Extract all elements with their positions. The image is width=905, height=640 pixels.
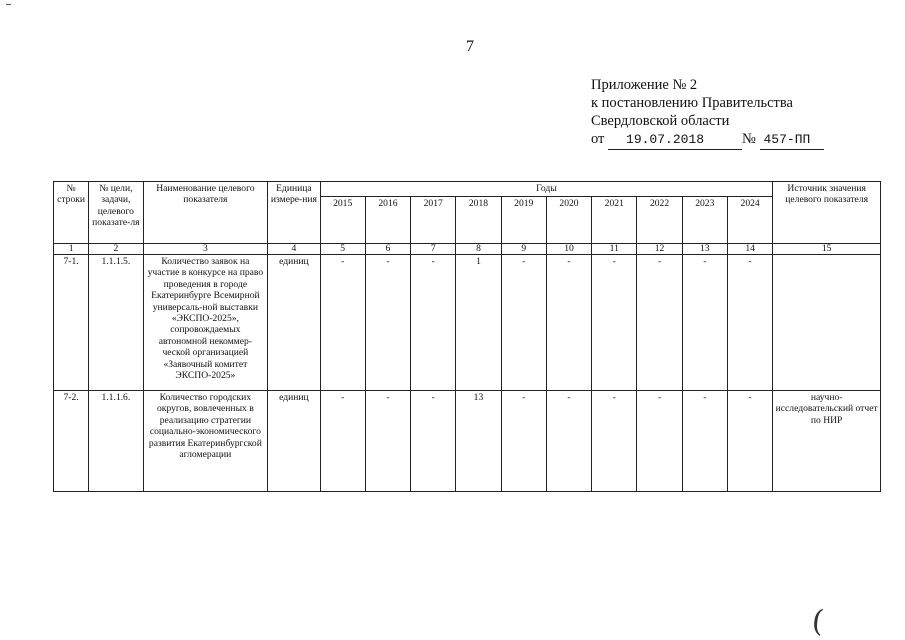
column-number: 12 bbox=[637, 244, 682, 255]
appendix-date-line bbox=[591, 130, 824, 150]
column-number: 7 bbox=[411, 244, 456, 255]
value-cell: - bbox=[365, 255, 410, 391]
page-number: 7 bbox=[466, 38, 474, 55]
header-years: Годы bbox=[320, 182, 773, 197]
header-source: Источник значения целевого показателя bbox=[773, 182, 881, 244]
year-cell: 2021 bbox=[592, 197, 637, 244]
value-cell: - bbox=[727, 391, 772, 492]
year-cell: 2018 bbox=[456, 197, 501, 244]
indicator-name-cell: Количество городских округов, вовлеченных в реализацию стратегии социально-экономического развития Екатеринбургской агломерации bbox=[143, 391, 268, 492]
goal-no-cell: 1.1.1.6. bbox=[89, 391, 143, 492]
indicators-table bbox=[53, 181, 881, 492]
table-row bbox=[54, 391, 881, 492]
value-cell: - bbox=[727, 255, 772, 391]
appendix-region: Свердловской области bbox=[591, 113, 730, 129]
corner-mark bbox=[6, 4, 11, 5]
row-no-cell: 7-2. bbox=[54, 391, 89, 492]
column-number: 13 bbox=[682, 244, 727, 255]
value-cell: - bbox=[365, 391, 410, 492]
decree-date: 19.07.2018 bbox=[608, 131, 742, 150]
value-cell: - bbox=[320, 391, 365, 492]
header-row-no: № строки bbox=[54, 182, 89, 244]
column-number: 5 bbox=[320, 244, 365, 255]
column-number: 15 bbox=[773, 244, 881, 255]
value-cell: - bbox=[411, 391, 456, 492]
year-cell: 2023 bbox=[682, 197, 727, 244]
unit-cell: единиц bbox=[268, 255, 320, 391]
value-cell: - bbox=[546, 255, 591, 391]
value-cell: - bbox=[637, 391, 682, 492]
column-number-row bbox=[54, 244, 881, 255]
column-number: 9 bbox=[501, 244, 546, 255]
appendix-decree: к постановлению Правительства bbox=[591, 95, 793, 111]
value-cell: - bbox=[320, 255, 365, 391]
header-row bbox=[54, 182, 881, 197]
header-unit: Единица измере-ния bbox=[268, 182, 320, 244]
decree-number: 457-ПП bbox=[760, 131, 824, 150]
unit-cell: единиц bbox=[268, 391, 320, 492]
header-name: Наименование целевого показателя bbox=[143, 182, 268, 244]
value-cell: - bbox=[411, 255, 456, 391]
year-cell: 2022 bbox=[637, 197, 682, 244]
row-no-cell: 7-1. bbox=[54, 255, 89, 391]
column-number: 4 bbox=[268, 244, 320, 255]
column-number: 3 bbox=[143, 244, 268, 255]
goal-no-cell: 1.1.1.5. bbox=[89, 255, 143, 391]
appendix-header bbox=[591, 76, 824, 150]
number-prefix: № bbox=[742, 131, 756, 147]
year-cell: 2017 bbox=[411, 197, 456, 244]
year-cell: 2020 bbox=[546, 197, 591, 244]
year-cell: 2015 bbox=[320, 197, 365, 244]
table-row bbox=[54, 255, 881, 391]
header-goal-no: № цели, задачи, целевого показате-ля bbox=[89, 182, 143, 244]
value-cell: - bbox=[637, 255, 682, 391]
value-cell: - bbox=[501, 391, 546, 492]
value-cell: 13 bbox=[456, 391, 501, 492]
year-cell: 2019 bbox=[501, 197, 546, 244]
column-number: 8 bbox=[456, 244, 501, 255]
value-cell: - bbox=[546, 391, 591, 492]
value-cell: 1 bbox=[456, 255, 501, 391]
column-number: 2 bbox=[89, 244, 143, 255]
indicator-name-cell: Количество заявок на участие в конкурсе на право проведения в городе Екатеринбурге Всемирной универсаль-ной выставки «ЭКСПО-2025», сопровождаемых автономной некоммер-ческой организацией «Заявочный комитет ЭКСПО-2025» bbox=[143, 255, 268, 391]
value-cell: - bbox=[682, 255, 727, 391]
handwritten-bracket-mark: ( bbox=[810, 603, 826, 640]
value-cell: - bbox=[592, 391, 637, 492]
value-cell: - bbox=[682, 391, 727, 492]
column-number: 11 bbox=[592, 244, 637, 255]
column-number: 1 bbox=[54, 244, 89, 255]
column-number: 14 bbox=[727, 244, 772, 255]
column-number: 10 bbox=[546, 244, 591, 255]
source-cell: научно-исследовательский отчет по НИР bbox=[773, 391, 881, 492]
appendix-title: Приложение № 2 bbox=[591, 77, 698, 93]
value-cell: - bbox=[592, 255, 637, 391]
year-cell: 2024 bbox=[727, 197, 772, 244]
column-number: 6 bbox=[365, 244, 410, 255]
value-cell: - bbox=[501, 255, 546, 391]
date-prefix: от bbox=[591, 131, 605, 147]
source-cell bbox=[773, 255, 881, 391]
year-cell: 2016 bbox=[365, 197, 410, 244]
